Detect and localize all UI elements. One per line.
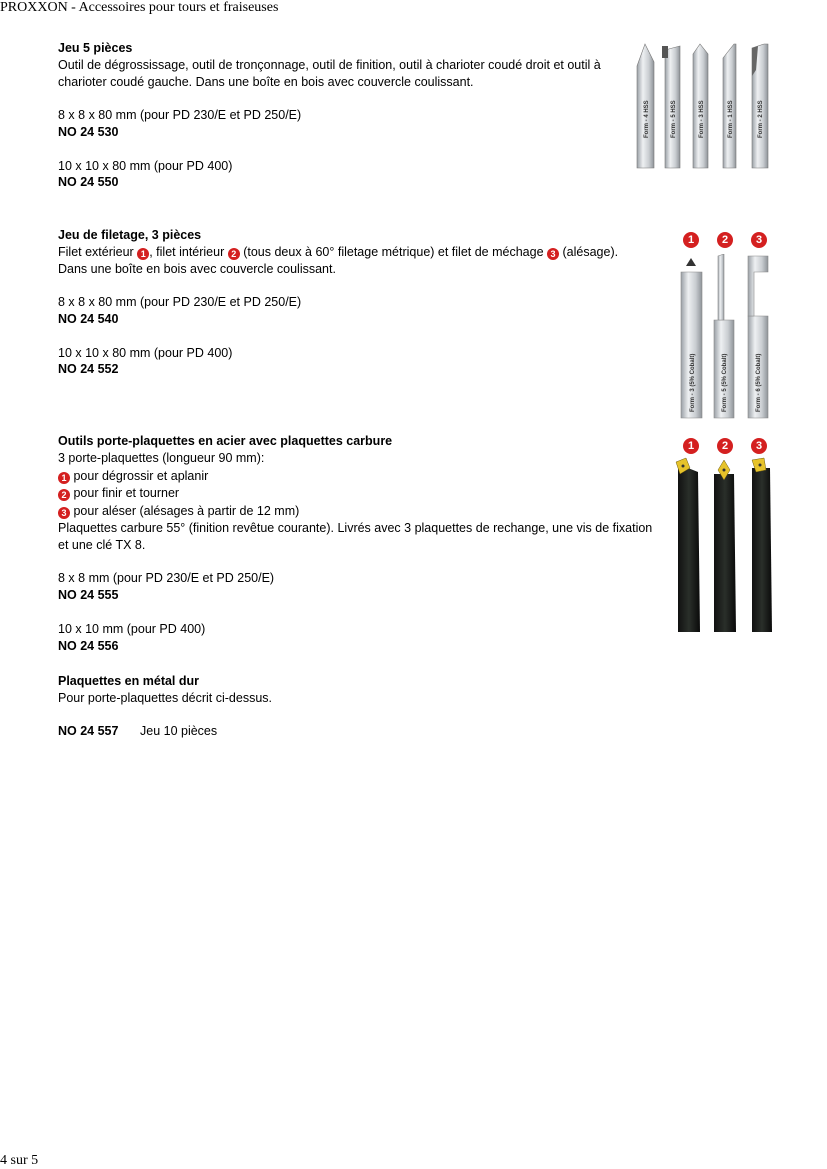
section-title: Jeu de filetage, 3 pièces [58,228,202,242]
marker-2-icon: 2 [228,248,240,260]
page-footer: 4 sur 5 [0,1153,39,1168]
section-description: Pour porte-plaquettes décrit ci-dessus. [58,690,272,705]
marker-1-icon: 1 [683,438,699,454]
holder-2 [714,460,736,632]
marker-3-icon: 3 [751,232,767,248]
list-item: 2 pour finir et tourner [58,485,668,502]
insert-holder-set-image [672,456,776,634]
section-title: Outils porte-plaquettes en acier avec plaquettes carbure [58,434,393,448]
list-item [58,723,668,740]
size-line: 8 x 8 mm (pour PD 230/E et PD 250/E) [58,571,275,586]
section-title: Jeu 5 pièces [58,41,133,55]
size-line: 10 x 10 x 80 mm (pour PD 400) [58,345,233,360]
product-ref: NO 24 555 [58,588,119,603]
tool-label: Form - 2 HSS [758,100,764,138]
size-line: 8 x 8 x 80 mm (pour PD 230/E et PD 250/E) [58,295,302,310]
tool-label: Form - 3 (5% Cobalt) [690,353,696,412]
size-line: 10 x 10 x 80 mm (pour PD 400) [58,158,233,173]
section-description: Plaquettes carbure 55° (finition revêtue courante). Livrés avec 3 plaquettes de rechange, une vis de fixation et une clé TX 8. [58,520,653,552]
tool-label: Form - 1 HSS [728,100,734,138]
tool-label: Form - 5 (5% Cobalt) [722,353,728,412]
tool-label: Form - 5 HSS [671,100,677,138]
section-jeu-filetage [58,227,668,378]
product-ref: NO 24 540 [58,311,119,326]
section-jeu-5-pieces [58,40,668,191]
tool-label: Form - 4 HSS [644,100,650,138]
hss-tool-set-image [632,40,782,172]
marker-1-icon: 1 [58,472,70,484]
section-description: Filet extérieur 1 , filet intérieur 2 (tous deux à 60° filetage métrique) et filet de méchage 3 (alésage). [58,244,619,259]
marker-1-icon: 1 [683,232,699,248]
tool-label: Form - 6 (5% Cobalt) [756,353,762,412]
item-description: Jeu 10 pièces [140,724,218,739]
product-ref: NO 24 557 [58,724,119,739]
section-description: Outil de dégrossissage, outil de tronçonnage, outil de finition, outil à charioter coudé droit et outil à charioter coudé gauche. Dans une boîte en bois avec couvercle coulissant. [58,57,601,89]
marker-3-icon: 3 [547,248,559,260]
threading-tool-set-image [676,254,776,420]
page-header: PROXXON - Accessoires pour tours et fraiseuses [0,0,279,15]
marker-2-icon: 2 [717,232,733,248]
holder-3 [752,458,772,632]
size-line: 10 x 10 mm (pour PD 400) [58,621,206,636]
list-item: 3 pour aléser (alésages à partir de 12 mm) [58,503,668,520]
product-ref: NO 24 530 [58,124,119,139]
marker-2-icon: 2 [58,489,70,501]
size-line: 8 x 8 x 80 mm (pour PD 230/E et PD 250/E) [58,108,302,123]
list-item: 1 pour dégrossir et aplanir [58,468,668,485]
product-ref: NO 24 556 [58,638,119,653]
section-title: Plaquettes en métal dur [58,674,200,688]
section-plaquettes-metal-dur [58,673,668,740]
marker-2-icon: 2 [717,438,733,454]
product-ref: NO 24 550 [58,175,119,190]
marker-1-icon: 1 [137,248,149,260]
section-description: Dans une boîte en bois avec couvercle coulissant. [58,261,336,276]
product-ref: NO 24 552 [58,362,119,377]
marker-3-icon: 3 [751,438,767,454]
marker-3-icon: 3 [58,507,70,519]
section-intro: 3 porte-plaquettes (longueur 90 mm): [58,450,265,465]
holder-1 [676,458,700,632]
tool-label: Form - 3 HSS [699,100,705,138]
section-porte-plaquettes [58,433,668,654]
